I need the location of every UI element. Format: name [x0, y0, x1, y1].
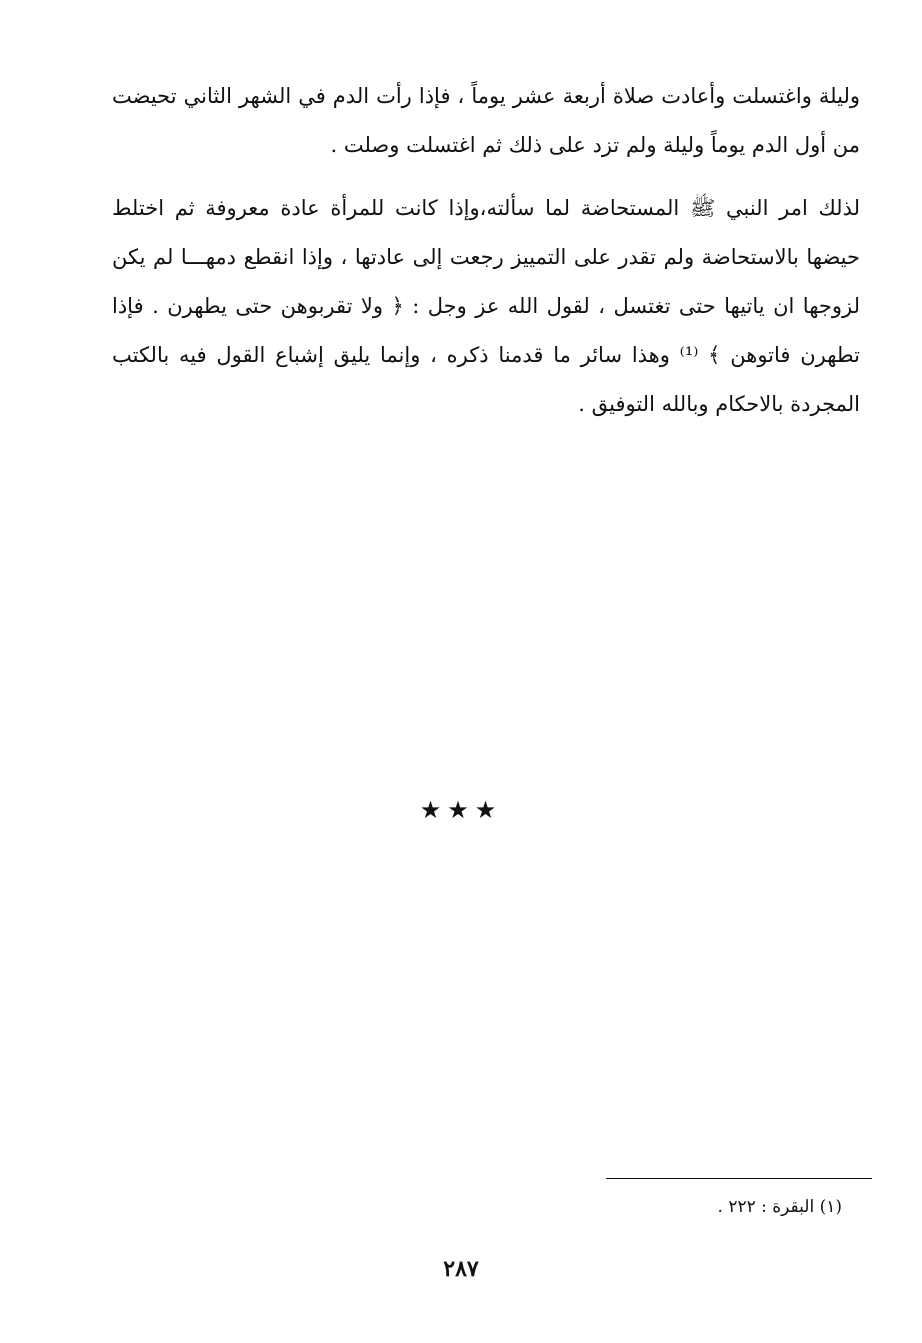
section-separator-stars: ★★★: [419, 796, 503, 824]
text-line: حيضها بالاستحاضة ولم تقدر على التمييز رجعت إلى عادتها ، وإذا انقطع دمهـــا لم يكن: [112, 245, 860, 269]
text-line: تطهرن فاتوهن ﴾ ⁽¹⁾ وهذا سائر ما قدمنا ذكره ، وإنما يليق إشباع القول فيه بالكتب: [112, 343, 860, 367]
text-line: وليلة واغتسلت وأعادت صلاة أربعة عشر يوماً ، فإذا رأت الدم في الشهر الثاني تحيضت: [112, 84, 860, 108]
footnote-divider: [606, 1178, 872, 1179]
text-line: لذلك امر النبي ﷺ المستحاضة لما سألته،وإذا كانت للمرأة عادة معروفة ثم اختلط: [112, 196, 860, 220]
paragraph-2: [112, 184, 860, 429]
footnote: (١) البقرة : ٢٢٢ .: [717, 1197, 842, 1217]
page-number: ٢٨٧: [443, 1256, 479, 1282]
text-line: المجردة بالاحكام وبالله التوفيق .: [578, 392, 860, 416]
text-line: من أول الدم يوماً وليلة ولم تزد على ذلك ثم اغتسلت وصلت .: [330, 133, 860, 157]
text-line: لزوجها ان ياتيها حتى تغتسل ، لقول الله عز وجل : ﴿ ولا تقربوهن حتى يطهرن . فإذا: [112, 294, 860, 318]
paragraph-1: [112, 72, 860, 170]
